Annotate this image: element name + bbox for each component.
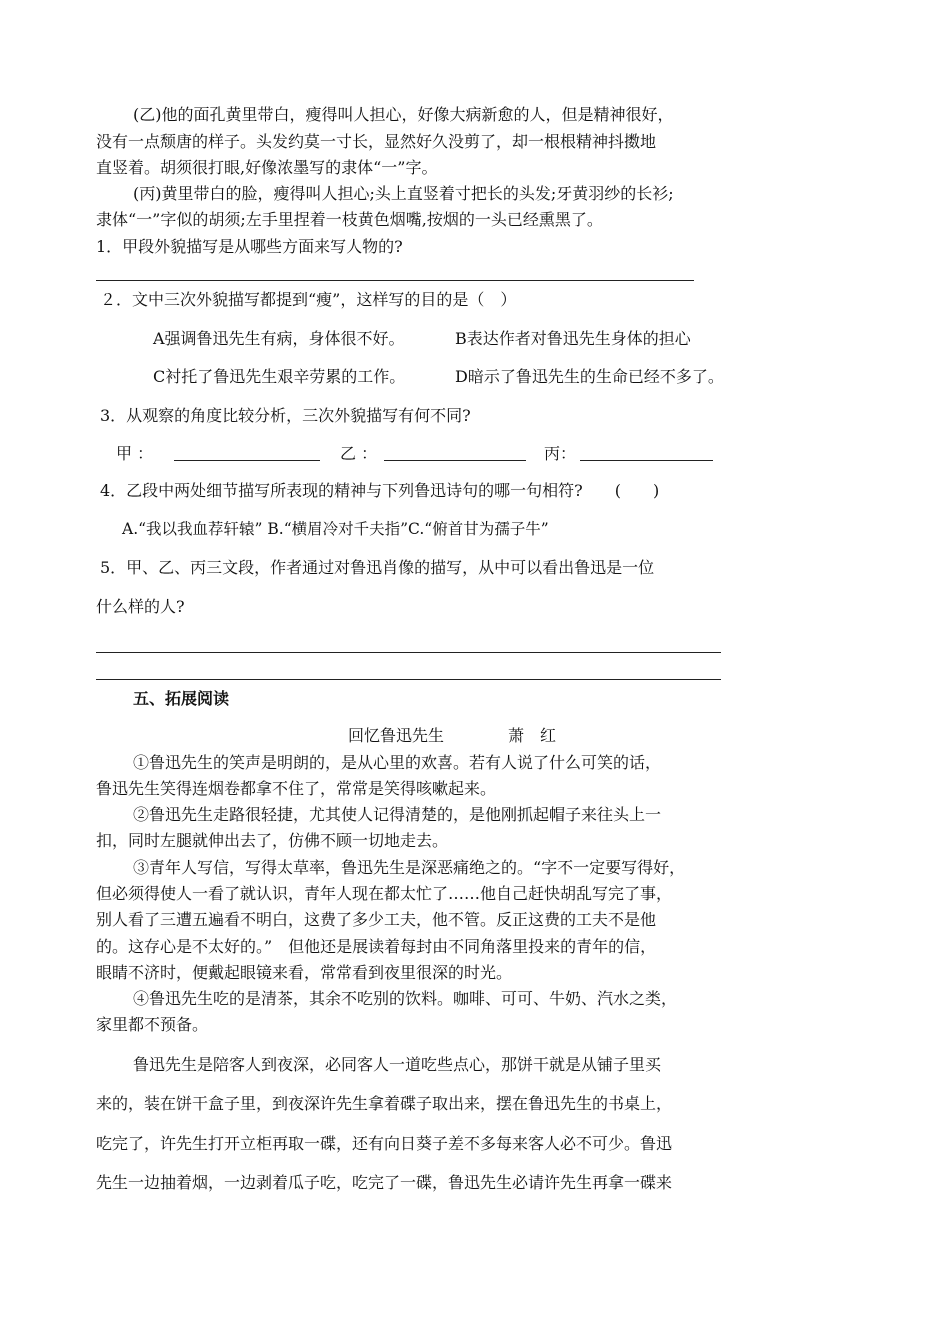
q2-option-c: C衬托了鲁迅先生艰辛劳累的工作。 [153, 367, 406, 386]
closing-line: 来的，装在饼干盒子里，到夜深许先生拿着碟子取出来，摆在鲁迅先生的书桌上， [96, 1094, 673, 1113]
passage-bing-line-1: (丙)黄里带白的脸，瘦得叫人担心;头上直竖着寸把长的头发;牙黄羽纱的长衫; [133, 184, 674, 203]
article-author: 萧 红 [508, 726, 557, 745]
question-1: 1．甲段外貌描写是从哪些方面来写人物的? [96, 237, 403, 256]
question-3: 3．从观察的角度比较分析，三次外貌描写有何不同? [100, 406, 471, 425]
passage-bing-line-2: 隶体“一”字似的胡须;左手里捏着一枝黄色烟嘴,按烟的一头已经熏黑了。 [96, 210, 603, 229]
paragraph-line: 扣，同时左腿就伸出去了，仿佛不顾一切地走去。 [96, 831, 449, 850]
paragraph-line: ③青年人写信，写得太草率，鲁迅先生是深恶痛绝之的。“字不一定要写得好， [133, 858, 686, 877]
paragraph-line: 别人看了三遭五遍看不明白，这费了多少工夫，他不管。反正这费的工夫不是他 [96, 910, 657, 929]
q3-jia-answer-line[interactable] [174, 460, 320, 461]
q2-option-d: D暗示了鲁迅先生的生命已经不多了。 [455, 367, 724, 386]
paragraph-line: 眼睛不济时，便戴起眼镜来看，常常看到夜里很深的时光。 [96, 963, 513, 982]
section-5-heading: 五、拓展阅读 [133, 689, 230, 708]
question-4: 4．乙段中两处细节描写所表现的精神与下列鲁迅诗句的哪一句相符? ( ) [100, 481, 660, 500]
paragraph-line: 鲁迅先生笑得连烟卷都拿不住了，常常是笑得咳嗽起来。 [96, 779, 497, 798]
q3-yi-label: 乙 ： [340, 444, 378, 463]
paragraph-line: ①鲁迅先生的笑声是明朗的，是从心里的欢喜。若有人说了什么可笑的话， [133, 753, 662, 772]
question-5-line-2: 什么样的人? [96, 597, 185, 616]
q2-option-b: B表达作者对鲁迅先生身体的担心 [455, 329, 691, 348]
closing-line: 先生一边抽着烟，一边剥着瓜子吃，吃完了一碟，鲁迅先生必请许先生再拿一碟来 [96, 1173, 673, 1192]
q2-option-a: A强调鲁迅先生有病，身体很不好。 [153, 329, 405, 348]
passage-yi-line-3: 直竖着。胡须很打眼,好像浓墨写的隶体“一”字。 [96, 158, 438, 177]
q4-options: A.“我以我血荐轩辕” B.“横眉冷对千夫指”C.“俯首甘为孺子牛” [122, 520, 549, 538]
q3-bing-answer-line[interactable] [580, 460, 713, 461]
q3-yi-answer-line[interactable] [384, 460, 526, 461]
q5-answer-line-2[interactable] [96, 679, 721, 680]
paragraph-line: 但必须得使人一看了就认识，青年人现在都太忙了……他自己赶快胡乱写完了事， [96, 884, 673, 903]
question-2: ２．文中三次外貌描写都提到“瘦”，这样写的目的是（ ） [100, 290, 517, 309]
q3-bing-label: 丙： [544, 444, 577, 463]
q1-answer-line[interactable] [96, 280, 694, 281]
question-5-line-1: 5．甲、乙、丙三文段，作者通过对鲁迅肖像的描写，从中可以看出鲁迅是一位 [100, 558, 655, 577]
closing-line: 鲁迅先生是陪客人到夜深，必同客人一道吃些点心，那饼干就是从铺子里买 [133, 1055, 662, 1074]
q3-jia-label: 甲 ： [116, 444, 154, 463]
paragraph-line: 家里都不预备。 [96, 1015, 209, 1034]
paragraph-line: 的。这存心是不太好的。” 但他还是展读着每封由不同角落里投来的青年的信， [96, 937, 657, 956]
passage-yi-line-1: (乙)他的面孔黄里带白，瘦得叫人担心，好像大病新愈的人，但是精神很好， [133, 105, 674, 124]
passage-yi-line-2: 没有一点颓唐的样子。头发约莫一寸长，显然好久没剪了，却一根根精神抖擞地 [96, 132, 657, 151]
paragraph-line: ②鲁迅先生走路很轻捷，尤其使人记得清楚的，是他刚抓起帽子来往头上一 [133, 805, 662, 824]
q5-answer-line-1[interactable] [96, 652, 721, 653]
paragraph-line: ④鲁迅先生吃的是清茶，其余不吃别的饮料。咖啡、可可、牛奶、汽水之类， [133, 989, 678, 1008]
closing-line: 吃完了，许先生打开立柜再取一碟，还有向日葵子差不多每来客人必不可少。鲁迅 [96, 1134, 673, 1153]
article-title: 回忆鲁迅先生 [348, 726, 445, 745]
